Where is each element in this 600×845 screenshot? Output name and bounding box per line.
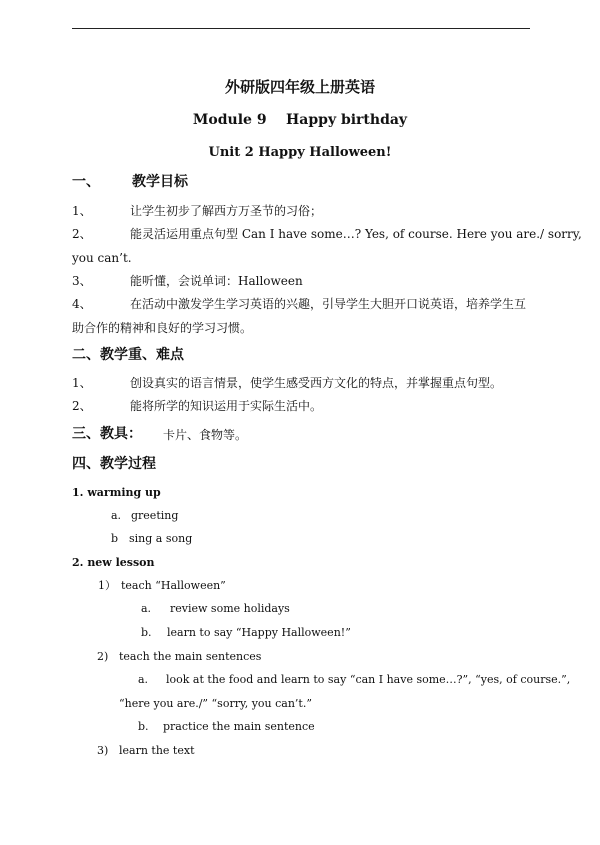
part1-item2-label: b	[111, 532, 119, 545]
s1-item4-num: 4、	[72, 297, 92, 311]
part1-item1-text: greeting	[131, 509, 179, 522]
part1-item2-text: sing a song	[129, 532, 193, 545]
step2-item2-text: practice the main sentence	[163, 720, 315, 733]
s2-item2-text: 能将所学的知识运用于实际生活中。	[130, 399, 323, 413]
section3-title: 三、教具：	[72, 426, 142, 442]
s1-item4-cont: 助合作的精神和良好的学习习惯。	[72, 321, 253, 335]
step2-item2-label: b.	[138, 720, 149, 733]
s1-item3-text: 能听懂，会说单词：Halloween	[130, 274, 303, 288]
section1-title: 教学目标	[132, 174, 188, 190]
s1-item4-text: 在活动中激发学生学习英语的兴趣，引导学生大胆开口说英语，培养学生互	[130, 297, 527, 311]
step1-item2-text: learn to say “Happy Halloween!”	[167, 626, 351, 639]
header-rule	[72, 28, 530, 29]
s1-item2-text: 能灵活运用重点句型 Can I have some…? Yes, of course. Here you are./ sorry,	[130, 227, 582, 241]
section3-text: 卡片、食物等。	[163, 428, 248, 442]
part2-title: 2. new lesson	[72, 556, 155, 569]
step1-label: 1）	[98, 579, 116, 592]
s2-item2-num: 2、	[72, 399, 92, 413]
unit-title: Unit 2 Happy Halloween!	[208, 145, 392, 160]
step1-item1-text: review some holidays	[170, 602, 290, 615]
s1-item2-num: 2、	[72, 227, 92, 241]
s2-item1-num: 1、	[72, 376, 92, 390]
step1-item2-label: b.	[141, 626, 152, 639]
step2-item1-text: look at the food and learn to say “can I have some…?”, “yes, of course.”,	[166, 673, 571, 686]
step2-item1-cont: “here you are./” “sorry, you can’t.”	[119, 697, 312, 710]
step1-text: teach “Halloween”	[121, 579, 226, 592]
s1-item1-text: 让学生初步了解西方万圣节的习俗；	[130, 204, 323, 218]
step2-item1-label: a.	[138, 673, 149, 686]
document-title: 外研版四年级上册英语	[224, 78, 375, 96]
step3-text: learn the text	[119, 744, 195, 757]
module-title: Module 9 Happy birthday	[192, 112, 408, 128]
section2-title: 二、教学重、难点	[72, 347, 184, 363]
section1-number: 一、	[72, 174, 100, 190]
step1-item1-label: a.	[141, 602, 152, 615]
part1-title: 1. warming up	[72, 486, 161, 499]
s1-item3-num: 3、	[72, 274, 92, 288]
s2-item1-text: 创设真实的语言情景，使学生感受西方文化的特点，并掌握重点句型。	[130, 376, 503, 390]
step2-text: teach the main sentences	[119, 650, 262, 663]
part1-item1-label: a.	[111, 509, 122, 522]
section4-title: 四、教学过程	[72, 456, 156, 472]
step2-label: 2)	[97, 650, 109, 663]
step3-label: 3)	[97, 744, 109, 757]
s1-item1-num: 1、	[72, 204, 92, 218]
s1-item2-cont: you can’t.	[72, 251, 132, 265]
